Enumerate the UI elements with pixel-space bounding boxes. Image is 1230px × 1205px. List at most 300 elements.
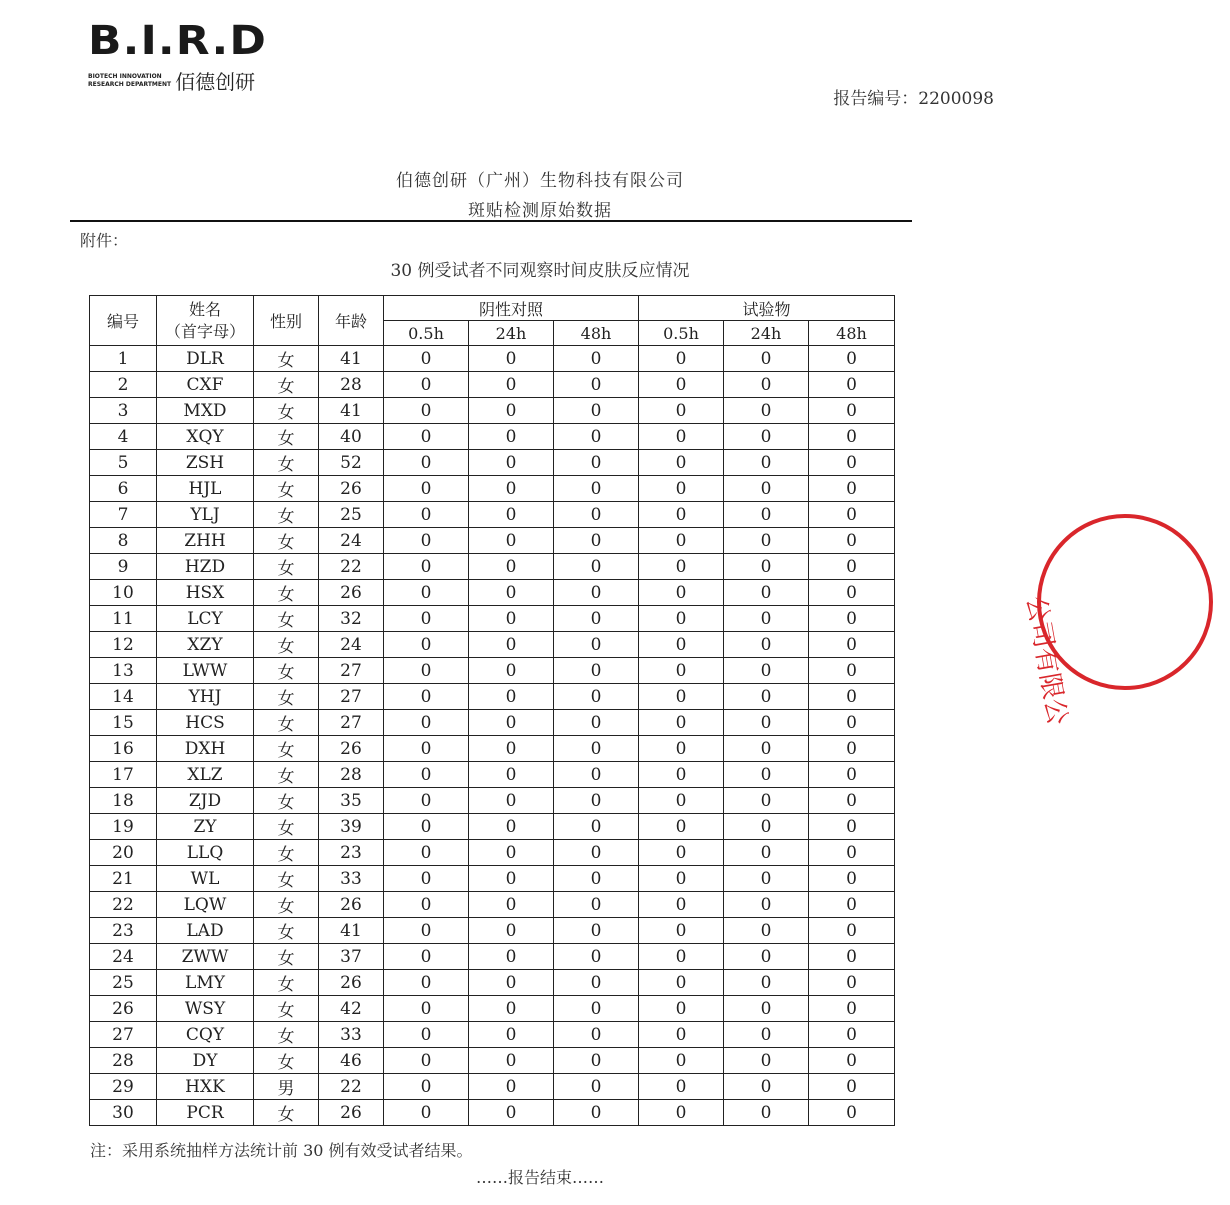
cell-name: WSY	[157, 996, 254, 1022]
cell-sex: 女	[254, 528, 319, 554]
cell-negative-control: 0	[554, 424, 639, 450]
cell-test-article: 0	[724, 346, 809, 372]
table-row	[90, 970, 895, 996]
table-row	[90, 866, 895, 892]
cell-age: 35	[319, 788, 384, 814]
cell-negative-control: 0	[554, 346, 639, 372]
cell-sex: 女	[254, 372, 319, 398]
cell-sex: 女	[254, 398, 319, 424]
cell-id: 4	[90, 424, 157, 450]
cell-sex: 女	[254, 892, 319, 918]
cell-test-article: 0	[724, 788, 809, 814]
cell-test-article: 0	[639, 528, 724, 554]
cell-test-article: 0	[724, 632, 809, 658]
cell-test-article: 0	[724, 892, 809, 918]
logo-english-line2: RESEARCH DEPARTMENT	[88, 80, 172, 88]
cell-name: LAD	[157, 918, 254, 944]
cell-test-article: 0	[724, 476, 809, 502]
cell-age: 24	[319, 632, 384, 658]
cell-negative-control: 0	[554, 658, 639, 684]
cell-test-article: 0	[639, 918, 724, 944]
cell-negative-control: 0	[384, 580, 469, 606]
header-nc-time: 24h	[469, 321, 554, 346]
table-row	[90, 762, 895, 788]
cell-age: 23	[319, 840, 384, 866]
cell-id: 3	[90, 398, 157, 424]
cell-test-article: 0	[724, 996, 809, 1022]
cell-age: 22	[319, 1074, 384, 1100]
cell-id: 7	[90, 502, 157, 528]
cell-test-article: 0	[724, 866, 809, 892]
cell-test-article: 0	[639, 372, 724, 398]
cell-negative-control: 0	[469, 1048, 554, 1074]
cell-test-article: 0	[809, 944, 895, 970]
cell-test-article: 0	[724, 970, 809, 996]
cell-test-article: 0	[639, 814, 724, 840]
cell-negative-control: 0	[469, 866, 554, 892]
table-title: 30 例受试者不同观察时间皮肤反应情况	[390, 261, 690, 281]
header-name	[157, 296, 254, 346]
cell-test-article: 0	[809, 814, 895, 840]
cell-sex: 女	[254, 502, 319, 528]
header-nc-time: 0.5h	[384, 321, 469, 346]
logo-english	[88, 73, 171, 89]
cell-test-article: 0	[724, 398, 809, 424]
cell-age: 37	[319, 944, 384, 970]
cell-age: 33	[319, 1022, 384, 1048]
cell-age: 41	[319, 398, 384, 424]
cell-age: 27	[319, 684, 384, 710]
seal-ring	[1039, 516, 1211, 688]
cell-negative-control: 0	[554, 996, 639, 1022]
table-row	[90, 1022, 895, 1048]
document-title: 斑贴检测原始数据	[468, 201, 612, 221]
cell-negative-control: 0	[554, 840, 639, 866]
cell-id: 5	[90, 450, 157, 476]
cell-id: 1	[90, 346, 157, 372]
cell-test-article: 0	[809, 866, 895, 892]
company-name: 伯德创研（广州）生物科技有限公司	[396, 171, 684, 191]
cell-name: ZHH	[157, 528, 254, 554]
header-name-line2: （首字母）	[164, 321, 245, 341]
cell-negative-control: 0	[469, 1074, 554, 1100]
cell-test-article: 0	[724, 1100, 809, 1126]
table-row	[90, 736, 895, 762]
cell-test-article: 0	[809, 398, 895, 424]
table-row	[90, 346, 895, 372]
cell-negative-control: 0	[469, 892, 554, 918]
cell-test-article: 0	[724, 762, 809, 788]
cell-negative-control: 0	[554, 632, 639, 658]
header-ta-time: 0.5h	[639, 321, 724, 346]
report-end: ……报告结束……	[475, 1168, 604, 1187]
cell-negative-control: 0	[384, 840, 469, 866]
cell-negative-control: 0	[384, 398, 469, 424]
header-test-article: 试验物	[639, 296, 895, 321]
cell-age: 33	[319, 866, 384, 892]
cell-negative-control: 0	[469, 814, 554, 840]
cell-negative-control: 0	[384, 736, 469, 762]
cell-id: 15	[90, 710, 157, 736]
cell-test-article: 0	[639, 866, 724, 892]
cell-test-article: 0	[639, 710, 724, 736]
cell-negative-control: 0	[469, 346, 554, 372]
cell-id: 22	[90, 892, 157, 918]
cell-id: 11	[90, 606, 157, 632]
table-row	[90, 450, 895, 476]
cell-test-article: 0	[809, 606, 895, 632]
header-sex: 性别	[254, 296, 319, 346]
cell-sex: 男	[254, 1074, 319, 1100]
cell-negative-control: 0	[469, 736, 554, 762]
cell-id: 2	[90, 372, 157, 398]
cell-test-article: 0	[639, 1048, 724, 1074]
cell-test-article: 0	[639, 1074, 724, 1100]
cell-sex: 女	[254, 476, 319, 502]
cell-name: CQY	[157, 1022, 254, 1048]
table-header	[90, 296, 895, 346]
cell-name: DLR	[157, 346, 254, 372]
cell-negative-control: 0	[554, 1048, 639, 1074]
cell-test-article: 0	[809, 736, 895, 762]
cell-age: 26	[319, 1100, 384, 1126]
cell-negative-control: 0	[554, 762, 639, 788]
header-negative-control: 阴性对照	[384, 296, 639, 321]
cell-negative-control: 0	[469, 398, 554, 424]
cell-negative-control: 0	[554, 502, 639, 528]
cell-negative-control: 0	[384, 1048, 469, 1074]
cell-negative-control: 0	[554, 554, 639, 580]
report-number: 报告编号：2200098	[833, 89, 994, 109]
table-row	[90, 606, 895, 632]
cell-age: 22	[319, 554, 384, 580]
cell-negative-control: 0	[554, 528, 639, 554]
cell-sex: 女	[254, 788, 319, 814]
cell-negative-control: 0	[384, 450, 469, 476]
table-row	[90, 710, 895, 736]
cell-negative-control: 0	[554, 944, 639, 970]
logo-english-line1: BIOTECH INNOVATION	[88, 72, 162, 80]
footnote: 注：采用系统抽样方法统计前 30 例有效受试者结果。	[90, 1141, 473, 1160]
cell-negative-control: 0	[554, 1100, 639, 1126]
results-table	[89, 295, 895, 1126]
cell-sex: 女	[254, 970, 319, 996]
cell-age: 27	[319, 710, 384, 736]
cell-sex: 女	[254, 866, 319, 892]
cell-name: YHJ	[157, 684, 254, 710]
cell-negative-control: 0	[469, 554, 554, 580]
cell-negative-control: 0	[384, 476, 469, 502]
cell-age: 26	[319, 736, 384, 762]
cell-sex: 女	[254, 736, 319, 762]
company-seal	[1020, 512, 1230, 728]
header-ta-time: 24h	[724, 321, 809, 346]
cell-negative-control: 0	[384, 814, 469, 840]
cell-test-article: 0	[809, 502, 895, 528]
cell-test-article: 0	[639, 1100, 724, 1126]
cell-name: LLQ	[157, 840, 254, 866]
table-row	[90, 580, 895, 606]
cell-negative-control: 0	[469, 424, 554, 450]
cell-name: LWW	[157, 658, 254, 684]
cell-id: 27	[90, 1022, 157, 1048]
cell-test-article: 0	[724, 1022, 809, 1048]
cell-sex: 女	[254, 606, 319, 632]
cell-test-article: 0	[724, 736, 809, 762]
cell-id: 20	[90, 840, 157, 866]
cell-name: HCS	[157, 710, 254, 736]
cell-test-article: 0	[809, 424, 895, 450]
cell-name: WL	[157, 866, 254, 892]
cell-negative-control: 0	[554, 1022, 639, 1048]
cell-id: 28	[90, 1048, 157, 1074]
cell-id: 29	[90, 1074, 157, 1100]
cell-age: 26	[319, 970, 384, 996]
seal-text: 公司有限公	[1020, 593, 1073, 728]
header-age: 年龄	[319, 296, 384, 346]
table-body	[90, 346, 895, 1126]
cell-age: 40	[319, 424, 384, 450]
cell-id: 18	[90, 788, 157, 814]
cell-test-article: 0	[639, 606, 724, 632]
table-row	[90, 918, 895, 944]
cell-test-article: 0	[809, 658, 895, 684]
cell-test-article: 0	[724, 606, 809, 632]
cell-sex: 女	[254, 658, 319, 684]
cell-test-article: 0	[639, 1022, 724, 1048]
cell-negative-control: 0	[384, 658, 469, 684]
cell-negative-control: 0	[384, 944, 469, 970]
cell-negative-control: 0	[554, 788, 639, 814]
cell-test-article: 0	[639, 944, 724, 970]
cell-negative-control: 0	[469, 606, 554, 632]
cell-test-article: 0	[724, 424, 809, 450]
table-row	[90, 476, 895, 502]
cell-negative-control: 0	[554, 580, 639, 606]
cell-name: ZSH	[157, 450, 254, 476]
cell-negative-control: 0	[469, 372, 554, 398]
header-nc-time: 48h	[554, 321, 639, 346]
cell-test-article: 0	[724, 840, 809, 866]
cell-negative-control: 0	[554, 450, 639, 476]
cell-test-article: 0	[724, 658, 809, 684]
cell-test-article: 0	[639, 970, 724, 996]
cell-age: 26	[319, 580, 384, 606]
cell-sex: 女	[254, 1048, 319, 1074]
cell-name: XQY	[157, 424, 254, 450]
header-divider	[70, 220, 912, 222]
cell-test-article: 0	[639, 502, 724, 528]
cell-name: HSX	[157, 580, 254, 606]
table-row	[90, 788, 895, 814]
cell-negative-control: 0	[384, 918, 469, 944]
cell-test-article: 0	[809, 528, 895, 554]
cell-age: 25	[319, 502, 384, 528]
table-row	[90, 840, 895, 866]
company-logo	[88, 18, 267, 94]
cell-name: ZY	[157, 814, 254, 840]
cell-id: 24	[90, 944, 157, 970]
cell-test-article: 0	[809, 684, 895, 710]
cell-negative-control: 0	[469, 658, 554, 684]
cell-test-article: 0	[639, 398, 724, 424]
table-row	[90, 944, 895, 970]
cell-negative-control: 0	[554, 918, 639, 944]
cell-name: ZJD	[157, 788, 254, 814]
table-row	[90, 632, 895, 658]
cell-age: 27	[319, 658, 384, 684]
table-row	[90, 1100, 895, 1126]
cell-age: 42	[319, 996, 384, 1022]
cell-negative-control: 0	[554, 736, 639, 762]
cell-negative-control: 0	[554, 970, 639, 996]
cell-test-article: 0	[809, 554, 895, 580]
cell-id: 21	[90, 866, 157, 892]
cell-test-article: 0	[639, 554, 724, 580]
cell-sex: 女	[254, 554, 319, 580]
cell-test-article: 0	[724, 814, 809, 840]
cell-test-article: 0	[639, 996, 724, 1022]
cell-id: 25	[90, 970, 157, 996]
cell-negative-control: 0	[384, 788, 469, 814]
cell-sex: 女	[254, 424, 319, 450]
cell-sex: 女	[254, 450, 319, 476]
cell-test-article: 0	[809, 450, 895, 476]
cell-id: 12	[90, 632, 157, 658]
cell-age: 52	[319, 450, 384, 476]
cell-sex: 女	[254, 840, 319, 866]
cell-negative-control: 0	[469, 580, 554, 606]
table-row	[90, 1048, 895, 1074]
cell-sex: 女	[254, 762, 319, 788]
cell-test-article: 0	[724, 372, 809, 398]
cell-name: LQW	[157, 892, 254, 918]
cell-age: 26	[319, 476, 384, 502]
cell-test-article: 0	[639, 632, 724, 658]
cell-negative-control: 0	[469, 450, 554, 476]
table-row	[90, 814, 895, 840]
cell-id: 6	[90, 476, 157, 502]
cell-id: 8	[90, 528, 157, 554]
cell-negative-control: 0	[554, 476, 639, 502]
cell-name: DY	[157, 1048, 254, 1074]
cell-negative-control: 0	[554, 606, 639, 632]
cell-negative-control: 0	[469, 918, 554, 944]
cell-test-article: 0	[724, 684, 809, 710]
table-row	[90, 398, 895, 424]
cell-test-article: 0	[639, 736, 724, 762]
cell-test-article: 0	[639, 580, 724, 606]
cell-test-article: 0	[809, 580, 895, 606]
cell-id: 19	[90, 814, 157, 840]
cell-negative-control: 0	[469, 476, 554, 502]
table-row	[90, 684, 895, 710]
cell-negative-control: 0	[384, 684, 469, 710]
cell-test-article: 0	[809, 996, 895, 1022]
cell-negative-control: 0	[384, 346, 469, 372]
cell-id: 17	[90, 762, 157, 788]
cell-name: HXK	[157, 1074, 254, 1100]
cell-test-article: 0	[639, 840, 724, 866]
cell-negative-control: 0	[384, 866, 469, 892]
cell-test-article: 0	[809, 1100, 895, 1126]
cell-negative-control: 0	[384, 424, 469, 450]
cell-negative-control: 0	[554, 1074, 639, 1100]
cell-negative-control: 0	[469, 840, 554, 866]
cell-negative-control: 0	[384, 528, 469, 554]
cell-negative-control: 0	[554, 814, 639, 840]
cell-negative-control: 0	[384, 606, 469, 632]
cell-test-article: 0	[809, 476, 895, 502]
cell-test-article: 0	[639, 346, 724, 372]
cell-test-article: 0	[724, 502, 809, 528]
cell-negative-control: 0	[384, 502, 469, 528]
cell-test-article: 0	[809, 1048, 895, 1074]
header-id: 编号	[90, 296, 157, 346]
cell-negative-control: 0	[469, 1022, 554, 1048]
cell-test-article: 0	[724, 1074, 809, 1100]
cell-test-article: 0	[809, 840, 895, 866]
cell-test-article: 0	[639, 892, 724, 918]
cell-negative-control: 0	[469, 996, 554, 1022]
cell-negative-control: 0	[384, 1100, 469, 1126]
cell-name: HJL	[157, 476, 254, 502]
table-row	[90, 372, 895, 398]
cell-id: 13	[90, 658, 157, 684]
cell-sex: 女	[254, 1022, 319, 1048]
table-row	[90, 528, 895, 554]
cell-sex: 女	[254, 996, 319, 1022]
cell-negative-control: 0	[469, 762, 554, 788]
cell-name: LMY	[157, 970, 254, 996]
cell-negative-control: 0	[384, 892, 469, 918]
cell-sex: 女	[254, 710, 319, 736]
cell-test-article: 0	[809, 1074, 895, 1100]
cell-id: 16	[90, 736, 157, 762]
cell-name: CXF	[157, 372, 254, 398]
cell-age: 26	[319, 892, 384, 918]
cell-test-article: 0	[724, 554, 809, 580]
cell-name: ZWW	[157, 944, 254, 970]
cell-negative-control: 0	[554, 710, 639, 736]
cell-id: 10	[90, 580, 157, 606]
cell-age: 41	[319, 918, 384, 944]
logo-mark: B.I.R.D	[88, 18, 267, 64]
logo-chinese: 佰德创研	[175, 70, 256, 94]
table-row	[90, 658, 895, 684]
cell-negative-control: 0	[554, 398, 639, 424]
cell-test-article: 0	[724, 528, 809, 554]
cell-test-article: 0	[639, 424, 724, 450]
cell-id: 23	[90, 918, 157, 944]
logo-subtitle	[88, 66, 258, 95]
cell-age: 46	[319, 1048, 384, 1074]
cell-age: 28	[319, 372, 384, 398]
cell-negative-control: 0	[469, 944, 554, 970]
table-row	[90, 502, 895, 528]
attachment-label: 附件：	[80, 231, 129, 250]
cell-test-article: 0	[809, 346, 895, 372]
cell-test-article: 0	[809, 918, 895, 944]
cell-negative-control: 0	[384, 970, 469, 996]
table-row	[90, 554, 895, 580]
cell-negative-control: 0	[469, 1100, 554, 1126]
cell-test-article: 0	[809, 892, 895, 918]
cell-test-article: 0	[809, 372, 895, 398]
table-row	[90, 892, 895, 918]
cell-test-article: 0	[809, 788, 895, 814]
cell-age: 24	[319, 528, 384, 554]
